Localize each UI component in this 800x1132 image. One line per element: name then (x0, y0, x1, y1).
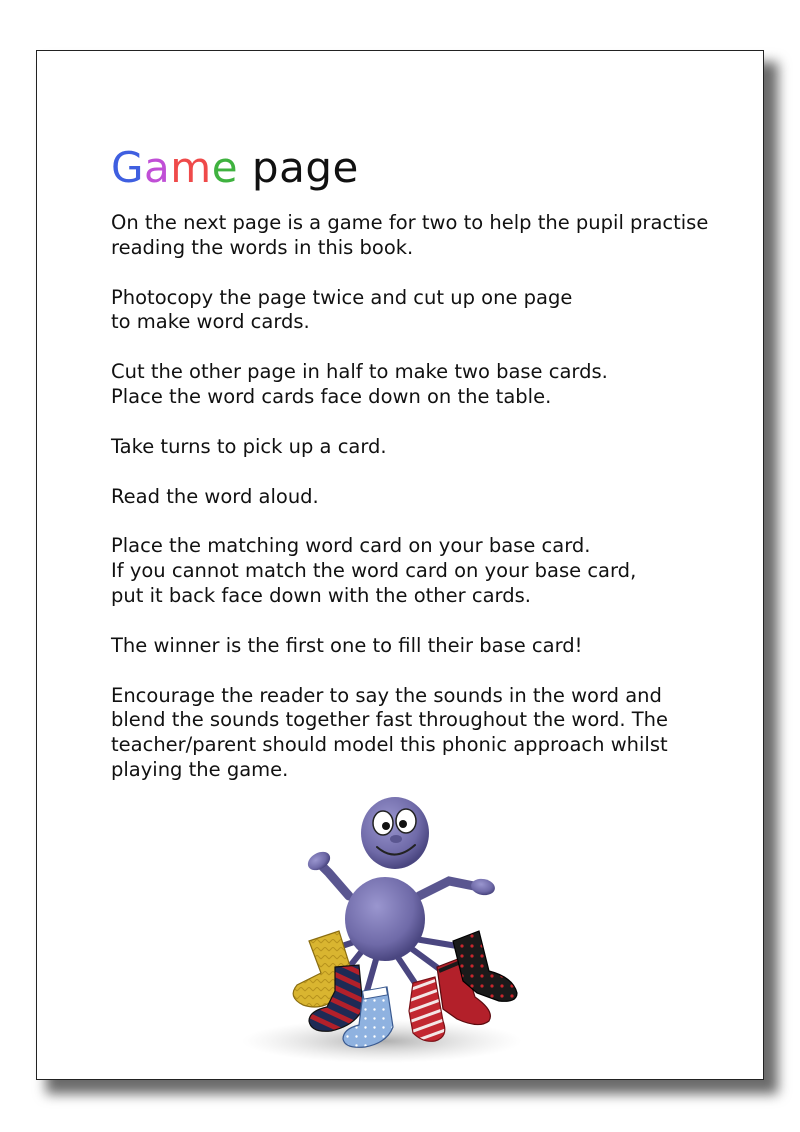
instruction-paragraph (111, 634, 691, 659)
instruction-paragraph (111, 211, 709, 261)
paragraph-line: Photocopy the page twice and cut up one page (111, 285, 573, 309)
title-rest: page (251, 143, 359, 192)
instruction-paragraph (111, 435, 691, 460)
paragraph-line: teacher/parent should model this phonic approach whilst (111, 733, 668, 757)
paragraph-line: reading the words in this book. (111, 235, 414, 259)
instruction-paragraph (111, 286, 691, 336)
page-title (111, 143, 359, 192)
spider-with-socks-illustration (217, 771, 557, 1071)
instruction-paragraph (111, 485, 691, 510)
paragraph-line: If you cannot match the word card on your base card, (111, 559, 637, 583)
instructions (111, 211, 709, 808)
paragraph-line: playing the game. (111, 757, 289, 781)
title-colored-word (111, 143, 252, 192)
paragraph-line: to make word cards. (111, 310, 310, 334)
title-letter: a (144, 143, 171, 192)
paragraph-line: Encourage the reader to say the sounds in the word and (111, 683, 662, 707)
paragraph-line: The winner is the first one to fill their base card! (111, 633, 583, 657)
paragraph-line: Place the matching word card on your base card. (111, 534, 591, 558)
spider-body (345, 877, 425, 961)
paragraph-line: blend the sounds together fast throughout the word. The (111, 708, 669, 732)
paragraph-line: Take turns to pick up a card. (111, 434, 387, 458)
title-letter: e (211, 143, 239, 192)
title-letter: m (170, 143, 212, 192)
page (36, 50, 764, 1080)
instruction-paragraph (111, 534, 691, 608)
instruction-paragraph (111, 684, 691, 783)
title-letter: G (111, 143, 145, 192)
instruction-paragraph (111, 360, 691, 410)
paragraph-line: On the next page is a game for two to help the pupil practise (111, 211, 709, 234)
paragraph-line: put it back face down with the other cards. (111, 583, 531, 607)
spider-head (361, 797, 429, 869)
paragraph-line: Place the word cards face down on the table. (111, 384, 552, 408)
paragraph-line: Cut the other page in half to make two base cards. (111, 360, 608, 384)
paragraph-line: Read the word aloud. (111, 484, 319, 508)
